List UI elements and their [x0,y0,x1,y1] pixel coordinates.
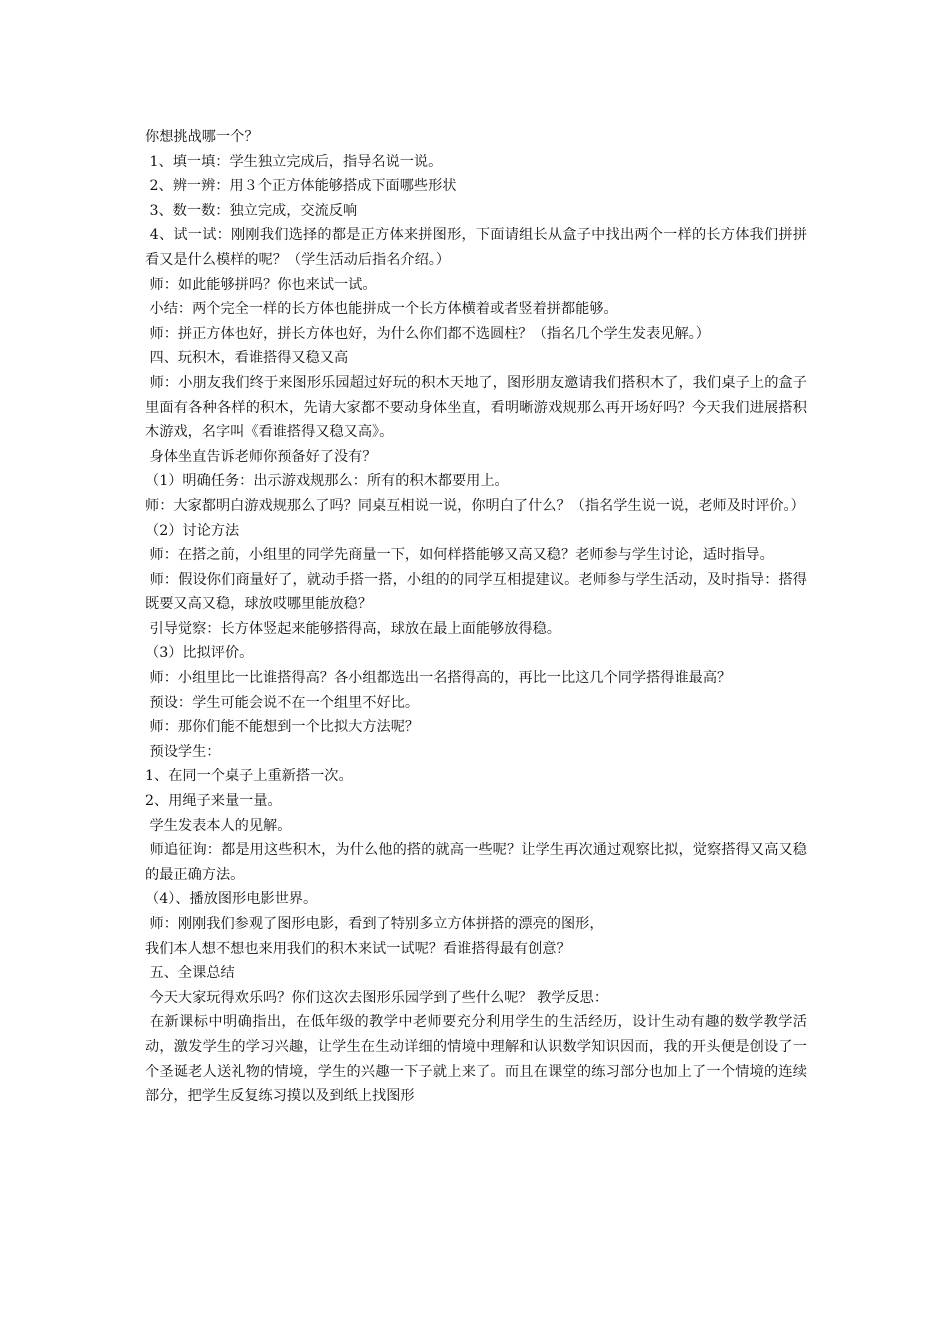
paragraph: 预设：学生可能会说不在一个组里不好比。 [145,694,420,711]
paragraph: 2、辨一辨：用３个正方体能够搭成下面哪些形状 [145,178,457,195]
section-heading: 四、玩积木，看谁搭得又稳又高 [145,350,349,367]
paragraph: 3、数一数：独立完成，交流反响 [145,202,358,219]
subsection-heading: （3）比拟评价。 [145,645,254,662]
list-item: 1、在同一个桌子上重新搭一次。 [145,768,353,785]
paragraph: 学生发表本人的见解。 [145,817,292,834]
paragraph: 师：如此能够拼吗？你也来试一试。 [145,276,377,293]
document-body [145,125,807,1109]
paragraph: 预设学生： [145,743,221,760]
paragraph: 师追征询：都是用这些积木，为什么他的搭的就高一些呢？让学生再次通过观察比拟，觉察搭得又高又稳的最正确方法。 [145,842,807,883]
paragraph: 师：小组里比一比谁搭得高？各小组都选出一名搭得高的，再比一比这几个同学搭得谁最高？ [145,670,732,687]
section-heading: 五、全课总结 [145,965,235,982]
paragraph: 师：刚刚我们参观了图形电影，看到了特别多立方体拼搭的漂亮的图形， [145,916,604,932]
paragraph: 4、试一试：刚刚我们选择的都是正方体来拼图形，下面请组长从盒子中找出两个一样的长方体我们拼拼看又是什么模样的呢？（学生活动后指名介绍。） [145,227,807,268]
paragraph: 师：假设你们商量好了，就动手搭一搭，小组的的同学互相提建议。老师参与学生活动，及时指导：搭得既要又高又稳，球放哎哪里能放稳？ [145,571,807,613]
paragraph: 1、填一填：学生独立完成后，指导名说一说。 [145,153,443,170]
paragraph: 师：拼正方体也好，拼长方体也好，为什么你们都不选圆柱？（指名几个学生发表见解。） [145,325,710,342]
paragraph: 师：大家都明白游戏规那么了吗？同桌互相说一说，你明白了什么？（指名学生说一说，老师及时评价。） [145,497,805,514]
paragraph: 师：那你们能不能想到一个比拟大方法呢？ [145,719,420,736]
paragraph: 引导觉察：长方体竖起来能够搭得高，球放在最上面能够放得稳。 [145,620,561,637]
paragraph: 在新课标中明确指出，在低年级的教学中老师要充分利用学生的生活经历，设计生动有趣的数学教学活动，激发学生的学习兴趣，让学生在生动详细的情境中理解和认识数学知识因而，我的开头便是创设了一个圣诞老人送礼物的情境，学生的兴趣一下子就上来了。而且在课堂的练习部分也加上了一个情境的连续部分，把学生反复练习摸以及到纸上找图形 [145,1014,807,1105]
paragraph: 我们本人想不想也来用我们的积木来试一试呢？看谁搭得最有创意？ [145,940,571,957]
subsection-heading: （4）、播放图形电影世界。 [145,891,318,908]
list-item: 2、用绳子来量一量。 [145,793,282,810]
paragraph: 师：在搭之前，小组里的同学先商量一下，如何样搭能够又高又稳？老师参与学生讨论，适时指导。 [145,547,774,564]
paragraph: 师：小朋友我们终于来图形乐园超过好玩的积木天地了，图形朋友邀请我们搭积木了，我们桌子上的盒子里面有各种各样的积木，先请大家都不要动身体坐直，看明晰游戏规那么再开场好吗？今天我们进展搭积木游戏，名字叫《看谁搭得又稳又高》。 [145,374,807,441]
paragraph: （1）明确任务：出示游戏规那么：所有的积木都要用上。 [145,473,509,490]
subsection-heading: （2）讨论方法 [145,522,240,539]
paragraph: 小结：两个完全一样的长方体也能拼成一个长方体横着或者竖着拼都能够。 [145,301,618,318]
paragraph: 身体坐直告诉老师你预备好了没有？ [145,448,377,465]
paragraph: 今天大家玩得欢乐吗？你们这次去图形乐园学到了些什么呢？ 教学反思： [145,989,609,1006]
paragraph: 你想挑战哪一个？ [145,129,259,145]
